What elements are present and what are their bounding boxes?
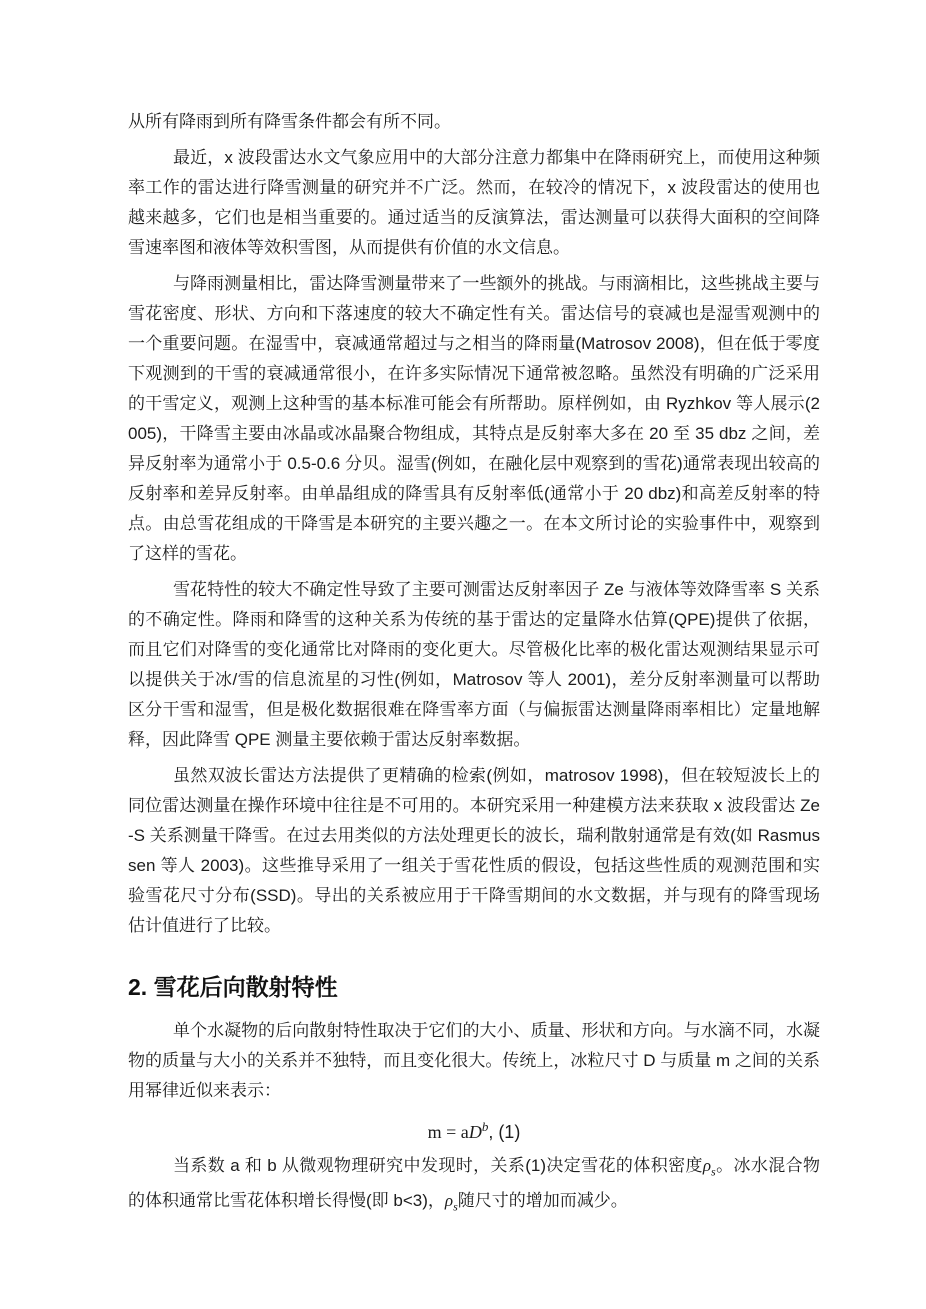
text-segment: 随尺寸的增加而减少。	[457, 1191, 628, 1211]
text-segment: 。冰水混合物的体积通常比雪花体积增长得慢(即 b<3)，	[128, 1156, 821, 1211]
rho-symbol: ρ	[444, 1191, 454, 1211]
section-heading: 2. 雪花后向散射特性	[128, 974, 338, 1000]
rho-subscript: s	[453, 1199, 458, 1214]
paragraph: 最近，x 波段雷达水文气象应用中的大部分注意力都集中在降雨研究上，而使用这种频率工作的雷达进行降雪测量的研究并不广泛。然而，在较冷的情况下，x 波段雷达的使用也越来越多，它们也是相当重要的。通过适当的反演算法，雷达测量可以获得大面积的空间降雪速率图和液体等效积雪图，从而提供有价值的水文信息。	[128, 148, 820, 257]
paragraph-continuation: 从所有降雨到所有降雪条件都会有所不同。	[128, 112, 451, 131]
equation-variable: D	[468, 1122, 482, 1142]
paragraph: 与降雨测量相比，雷达降雪测量带来了一些额外的挑战。与雨滴相比，这些挑战主要与雪花密度、形状、方向和下落速度的较大不确定性有关。雷达信号的衰减也是湿雪观测中的一个重要问题。在湿雪中，衰减通常超过与之相当的降雨量(Matrosov 2008)，但在低于零度下观测到的干雪的衰减通常很小，在许多实际情况下通常被忽略。虽然没有明确的广泛采用的干雪定义，观测上这种雪的基本标准可能会有所帮助。原样例如，由 Ryzhkov 等人展示(2005)，干降雪主要由冰晶或冰晶聚合物组成，其特点是反射率大多在 20 至 35 dbz 之间，差异反射率为通常小于 0.5-0.6 分贝。湿雪(例如，在融化层中观察到的雪花)通常表现出较高的反射率和差异反射率。由单晶组成的降雪具有反射率低(通常小于 20 dbz)和高差反射率的特点。由总雪花组成的干降雪是本研究的主要兴趣之一。在本文所讨论的实验事件中，观察到了这样的雪花。	[128, 274, 820, 563]
equation-lhs: m = a	[427, 1122, 469, 1142]
rho-symbol: ρ	[702, 1156, 712, 1175]
paragraph	[128, 1151, 820, 1222]
equation-1	[128, 1112, 820, 1147]
rho-subscript: s	[711, 1164, 716, 1179]
equation-exponent: b	[481, 1119, 489, 1134]
document-text-block	[128, 107, 820, 1228]
paragraph: 雪花特性的较大不确定性导致了主要可测雷达反射率因子 Ze 与液体等效降雪率 S 关系的不确定性。降雨和降雪的这种关系为传统的基于雷达的定量降水估算(QPE)提供了依据，而且它们对降雪的变化通常比对降雨的变化更大。尽管极化比率的极化雷达观测结果显示可以提供关于冰/雪的信息流星的习性(例如，Matrosov 等人 2001)，差分反射率测量可以帮助区分干雪和湿雪，但是极化数据很难在降雪率方面（与偏振雷达测量降雨率相比）定量地解释，因此降雪 QPE 测量主要依赖于雷达反射率数据。	[128, 580, 820, 749]
paragraph: 单个水凝物的后向散射特性取决于它们的大小、质量、形状和方向。与水滴不同，水凝物的质量与大小的关系并不独特，而且变化很大。传统上，冰粒尺寸 D 与质量 m 之间的关系用幂律近似来表示：	[128, 1021, 820, 1100]
equation-number: , (1)	[488, 1122, 521, 1142]
paragraph: 虽然双波长雷达方法提供了更精确的检索(例如，matrosov 1998)，但在较短波长上的同位雷达测量在操作环境中往往是不可用的。本研究采用一种建模方法来获取 x 波段雷达 Ze-S 关系测量干降雪。在过去用类似的方法处理更长的波长，瑞利散射通常是有效(如 Rasmussen 等人 2003)。这些推导采用了一组关于雪花性质的假设，包括这些性质的观测范围和实验雪花尺寸分布(SSD)。导出的关系被应用于干降雪期间的水文数据，并与现有的降雪现场估计值进行了比较。	[128, 766, 820, 935]
text-segment: 当系数 a 和 b 从微观物理研究中发现时，关系(1)决定雪花的体积密度	[173, 1156, 703, 1175]
